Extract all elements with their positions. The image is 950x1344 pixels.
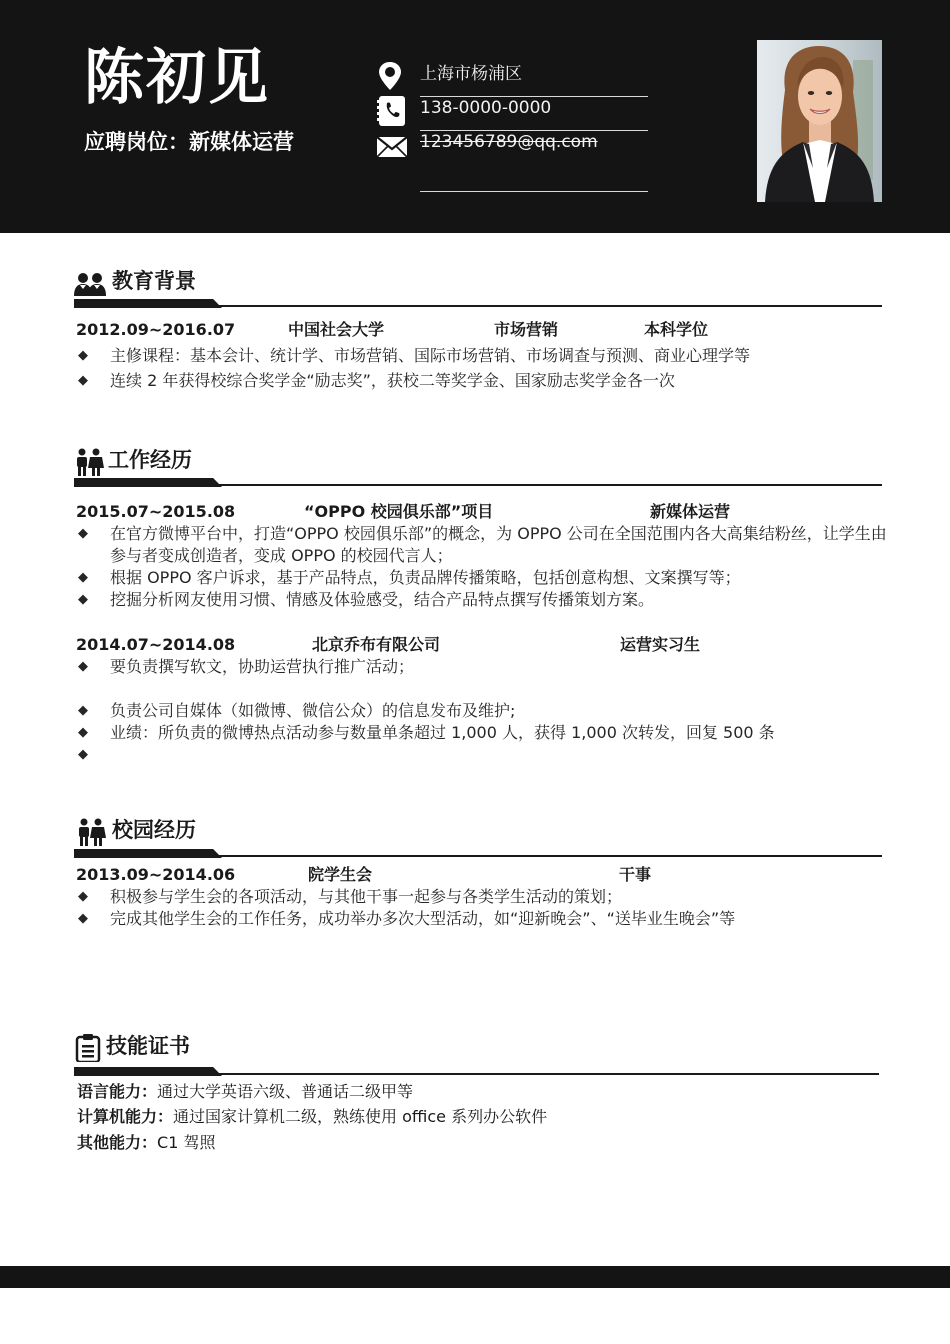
bullet-diamond-icon: ◆ bbox=[78, 725, 88, 740]
entry-role: 干事 bbox=[619, 865, 652, 884]
footer-bar bbox=[0, 1266, 950, 1288]
skill-language bbox=[77, 1080, 413, 1104]
skill-computer bbox=[77, 1105, 547, 1129]
portrait-image bbox=[757, 40, 882, 202]
applied-position: 应聘岗位：新媒体运营 bbox=[84, 130, 294, 154]
bullet-diamond-icon: ◆ bbox=[78, 570, 88, 585]
entry-period: 2012.09~2016.07 bbox=[76, 320, 236, 339]
entry-org: 院学生会 bbox=[308, 865, 373, 884]
skill-label: 其他能力： bbox=[77, 1133, 158, 1152]
graduates-icon bbox=[74, 269, 106, 297]
education-divider bbox=[74, 298, 882, 308]
education-title: 教育背景 bbox=[112, 269, 196, 293]
campus-title: 校园经历 bbox=[112, 818, 196, 842]
entry-org: 中国社会大学 bbox=[288, 320, 385, 339]
skill-value: 通过国家计算机二级，熟练使用 office 系列办公软件 bbox=[173, 1107, 548, 1126]
skills-title: 技能证书 bbox=[106, 1034, 190, 1058]
people-icon bbox=[74, 448, 106, 476]
profile-photo bbox=[757, 40, 882, 202]
entry-org: “OPPO 校园俱乐部”项目 bbox=[304, 502, 494, 521]
entry-role: 运营实习生 bbox=[620, 635, 701, 654]
work-divider bbox=[74, 477, 882, 487]
bullet-diamond-icon: ◆ bbox=[78, 889, 88, 904]
contact-address bbox=[376, 60, 648, 90]
resume-header bbox=[0, 0, 950, 233]
bullet-diamond-icon: ◆ bbox=[78, 592, 88, 607]
people-icon bbox=[74, 818, 106, 846]
list-item: ◆ 连续 2 年获得校综合奖学金“励志奖”，获校二等奖学金、国家励志奖学金各一次 bbox=[78, 371, 675, 390]
work-title: 工作经历 bbox=[108, 448, 192, 472]
list-item: ◆ 积极参与学生会的各项活动，与其他干事一起参与各类学生活动的策划； bbox=[78, 887, 623, 906]
bullet-diamond-icon: ◆ bbox=[78, 373, 88, 388]
entry-period: 2015.07~2015.08 bbox=[76, 502, 236, 521]
list-item: ◆ 完成其他学生会的工作任务，成功举办多次大型活动，如“迎新晚会”、“送毕业生晚会”等 bbox=[78, 909, 736, 928]
list-item: ◆ 要负责撰写软文，协助运营执行推广活动； bbox=[78, 657, 415, 676]
skill-label: 计算机能力： bbox=[77, 1107, 174, 1126]
entry-org: 北京乔布有限公司 bbox=[312, 635, 441, 654]
entry-period: 2013.09~2014.06 bbox=[76, 865, 236, 884]
list-item: ◆ 在官方微博平台中，打造“OPPO 校园俱乐部”的概念，为 OPPO 公司在全国范围内各大高集结粉丝，让学生由参与者变成创造者，变成 OPPO 的校园代言人； bbox=[78, 524, 887, 565]
contact-email bbox=[376, 128, 648, 158]
entry-major: 市场营销 bbox=[494, 320, 559, 339]
bullet-diamond-icon: ◆ bbox=[78, 911, 88, 926]
skill-value: C1 驾照 bbox=[157, 1133, 216, 1152]
address-text: 上海市杨浦区 bbox=[420, 64, 522, 84]
skill-label: 语言能力： bbox=[77, 1082, 158, 1101]
list-item: ◆ 根据 OPPO 客户诉求，基于产品特点，负责品牌传播策略，包括创意构想、文案撰写等； bbox=[78, 568, 741, 587]
email-text: 123456789@qq.com bbox=[420, 132, 598, 152]
contact-phone bbox=[376, 94, 648, 124]
phone-icon bbox=[376, 94, 408, 126]
skill-value: 通过大学英语六级、普通话二级甲等 bbox=[157, 1082, 414, 1101]
phone-text: 138-0000-0000 bbox=[420, 98, 552, 118]
bullet-diamond-icon: ◆ bbox=[78, 703, 88, 718]
skills-divider bbox=[74, 1066, 879, 1076]
bullet-diamond-icon: ◆ bbox=[78, 659, 88, 674]
skill-other bbox=[77, 1131, 215, 1155]
entry-role: 新媒体运营 bbox=[650, 502, 731, 521]
email-underline bbox=[420, 191, 648, 192]
list-item: ◆ 主修课程：基本会计、统计学、市场营销、国际市场营销、市场调查与预测、商业心理学等 bbox=[78, 346, 751, 365]
entry-period: 2014.07~2014.08 bbox=[76, 635, 236, 654]
bullet-diamond-icon: ◆ bbox=[78, 348, 88, 363]
clipboard-icon bbox=[74, 1034, 106, 1062]
list-item: ◆ 负责公司自媒体（如微博、微信公众）的信息发布及维护; bbox=[78, 701, 516, 720]
list-item: ◆ 业绩：所负责的微博热点活动参与数量单条超过 1,000 人，获得 1,000 次转发，回复 500 条 bbox=[78, 723, 775, 742]
campus-divider bbox=[74, 848, 882, 858]
candidate-name: 陈初见 bbox=[84, 43, 270, 113]
location-pin-icon bbox=[376, 60, 408, 92]
bullet-diamond-icon: ◆ bbox=[78, 526, 88, 541]
bullet-diamond-icon: ◆ bbox=[78, 747, 88, 762]
entry-degree: 本科学位 bbox=[644, 320, 709, 339]
list-item: ◆ 挖掘分析网友使用习惯、情感及体验感受，结合产品特点撰写传播策划方案。 bbox=[78, 590, 655, 609]
mail-icon bbox=[376, 128, 408, 160]
